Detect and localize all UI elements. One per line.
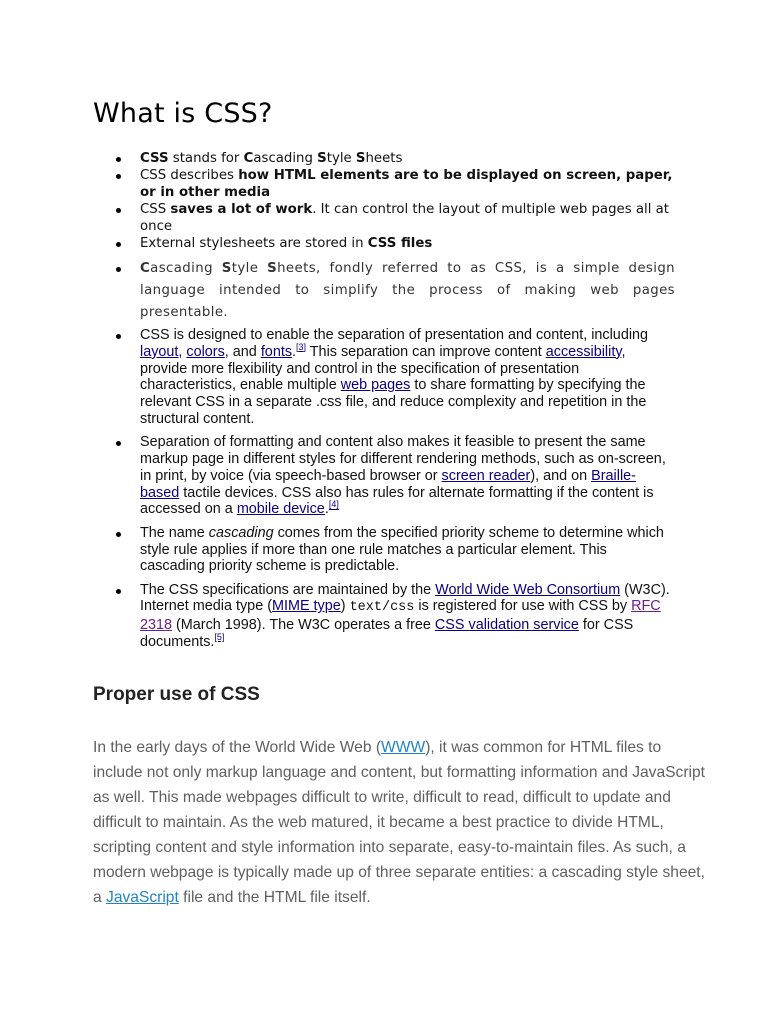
- text: ): [340, 598, 350, 615]
- text: This separation can improve content: [306, 343, 546, 360]
- link-colors[interactable]: colors: [186, 343, 225, 360]
- list-item: [0, 235, 675, 252]
- link-mobile-device[interactable]: mobile device: [236, 501, 325, 518]
- bold-letter: C: [243, 151, 254, 166]
- link-mime-type[interactable]: MIME type: [271, 598, 341, 615]
- text: .: [292, 343, 297, 360]
- text: tyle: [326, 151, 356, 166]
- citation-link[interactable]: [5]: [214, 632, 225, 643]
- text: CSS is designed to enable the separation of presentation and content, including: [140, 327, 649, 343]
- bold-letter: S: [221, 261, 232, 276]
- bold-text: CSS files: [367, 236, 433, 251]
- bold-text: CSS: [140, 151, 169, 166]
- link-javascript[interactable]: JavaScript: [106, 889, 179, 906]
- list-item: [0, 167, 675, 201]
- text: tactile devices. CSS also has rules for alternate formatting if the content is accessed on a: [140, 484, 654, 518]
- citation-link[interactable]: [3]: [296, 342, 307, 352]
- text: ascading: [253, 151, 318, 166]
- code-text: text/css: [349, 600, 415, 616]
- text: file and the HTML file itself.: [178, 889, 371, 906]
- list-item: [0, 327, 675, 428]
- page-title: What is CSS?: [93, 98, 273, 129]
- text: tyle: [231, 261, 268, 276]
- italic-text: cascading: [208, 524, 274, 541]
- bullet-list-description: [0, 258, 675, 324]
- text: ,: [178, 343, 187, 360]
- text: ), it was common for HTML files to include not only markup language and content, but formatting information and JavaScript as well. This made webpages difficult to write, difficult to read, difficult to update and difficult to maintain. As the web matured, it became a best practice to divide HTML, scripting content and style information into separate, easy-to-maintain files. As such, a modern webpage is typically made up of three separate entities: a cascading style sheet, a: [93, 739, 705, 906]
- link-w3c[interactable]: World Wide Web Consortium: [435, 581, 621, 598]
- link-accessibility[interactable]: accessibility: [545, 343, 622, 360]
- link-braille[interactable]: Braille-based: [140, 467, 636, 501]
- text: .: [324, 501, 329, 518]
- text: CSS describes: [140, 168, 239, 183]
- list-item: [0, 434, 675, 518]
- text: ), and on: [530, 467, 592, 484]
- link-fonts[interactable]: fonts: [260, 343, 293, 360]
- text: External stylesheets are stored in: [140, 236, 368, 251]
- text: The CSS specifications are maintained by the: [140, 581, 436, 598]
- list-item: [0, 582, 675, 651]
- list-item: [0, 150, 675, 167]
- text: is registered for use with CSS by: [414, 598, 632, 615]
- bold-text: how HTML elements are to be displayed on screen, paper, or in other media: [140, 168, 673, 200]
- bold-letter: S: [317, 151, 327, 166]
- bold-letter: S: [355, 151, 366, 166]
- bold-letter: C: [140, 261, 151, 276]
- link-www[interactable]: WWW: [381, 739, 426, 756]
- link-rfc-2318[interactable]: RFC 2318: [140, 598, 661, 634]
- link-screen-reader[interactable]: screen reader: [441, 467, 531, 484]
- text: (March 1998). The W3C operates a free: [172, 617, 435, 634]
- text: comes from the specified priority scheme to determine which style rule applies if more than one rule matches a particular element. This cascading priority scheme is predictable.: [140, 524, 664, 575]
- text: , and: [224, 343, 261, 360]
- text: for CSS documents.: [140, 617, 634, 651]
- text: to share formatting by specifying the relevant CSS in a separate .css file, and reduce complexity and repetition in the structural content.: [140, 377, 647, 427]
- list-item: [0, 258, 675, 324]
- bold-text: saves a lot of work: [170, 202, 313, 217]
- text: , provide more flexibility and control in the specification of presentation characteristics, enable multiple: [140, 343, 626, 394]
- list-item: [0, 525, 675, 575]
- text: The name: [140, 524, 209, 541]
- text: heets: [365, 151, 403, 166]
- bullet-list-details: [0, 327, 675, 657]
- text: ascading: [150, 261, 222, 276]
- section-paragraph: [93, 735, 713, 910]
- text: stands for: [168, 151, 244, 166]
- section-heading: Proper use of CSS: [93, 684, 260, 705]
- text: CSS: [140, 202, 171, 217]
- link-web-pages[interactable]: web pages: [340, 377, 411, 394]
- text: heets, fondly referred to as CSS, is a simple design language intended to simplify the process of making web pages presentable.: [140, 261, 676, 320]
- link-css-validation[interactable]: CSS validation service: [434, 617, 579, 634]
- citation-link[interactable]: [4]: [328, 499, 339, 510]
- text: Separation of formatting and content also makes it feasible to present the same markup page in different styles for different rendering methods, such as on-screen, in print, by voice (via speech-based browser or: [140, 434, 666, 484]
- text: (W3C). Internet media type (: [140, 581, 670, 615]
- text: In the early days of the World Wide Web (: [93, 739, 382, 756]
- bullet-list-intro: [0, 150, 675, 252]
- link-layout[interactable]: layout: [140, 343, 179, 360]
- list-item: [0, 201, 675, 235]
- text: . It can control the layout of multiple web pages all at once: [140, 202, 669, 234]
- bold-letter: S: [267, 261, 278, 276]
